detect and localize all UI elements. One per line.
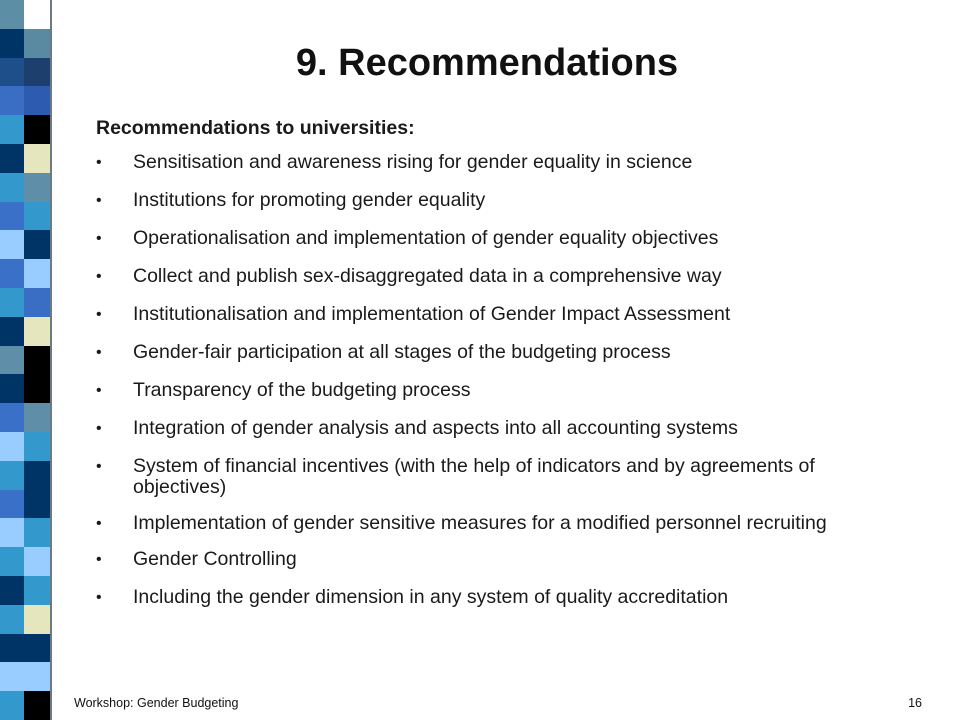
stripe-band [0,230,52,259]
stripe-band [0,461,52,490]
list-item [96,304,906,325]
stripe-band [0,173,52,202]
stripe-band [0,0,52,29]
stripe-band [0,634,52,663]
bullet-text: Institutionalisation and implementation of Gender Impact Assessment [133,303,731,325]
section-heading: Recommendations to universities: [96,117,415,139]
stripe-band [0,288,52,317]
page-number: 16 [908,696,922,710]
bullet-text: Implementation of gender sensitive measures for a modified personnel recruiting [133,512,827,534]
bullet-text: Integration of gender analysis and aspects into all accounting systems [133,417,738,439]
bullet-icon: • [96,230,102,247]
stripe-band [0,115,52,144]
stripe-band [0,374,52,403]
bullet-icon: • [96,551,102,568]
bullet-text: Institutions for promoting gender equality [133,189,486,211]
stripe-band [0,403,52,432]
bullet-icon: • [96,268,102,285]
list-item [96,152,906,173]
stripe-band [0,346,52,375]
stripe-band [0,29,52,58]
bullet-icon: • [96,420,102,437]
list-item [96,380,906,401]
bullet-text: Gender Controlling [133,548,297,570]
bullet-text: Sensitisation and awareness rising for gender equality in science [133,151,693,173]
bullet-text: Collect and publish sex-disaggregated data in a comprehensive way [133,265,722,287]
list-item [96,342,906,363]
stripe-band [0,691,52,720]
slide-title: 9. Recommendations [295,42,679,84]
bullet-text: Operationalisation and implementation of gender equality objectives [133,227,719,249]
recommendation-list [96,152,906,625]
bullet-icon: • [96,458,102,475]
bullet-icon: • [96,515,102,532]
bullet-icon: • [96,382,102,399]
list-item [96,418,906,439]
bullet-icon: • [96,344,102,361]
footer-caption: Workshop: Gender Budgeting [74,696,239,710]
bullet-icon: • [96,589,102,606]
bullet-text: Including the gender dimension in any system of quality accreditation [133,586,729,608]
stripe-band [0,662,52,691]
list-item [96,228,906,249]
stripe-band [0,432,52,461]
stripe-band [0,58,52,87]
list-item [96,266,906,287]
stripe-band [0,490,52,519]
bullet-icon: • [96,154,102,171]
stripe-band [0,317,52,346]
list-item [96,549,906,570]
bullet-icon: • [96,306,102,323]
stripe-band [0,202,52,231]
list-item [96,456,906,498]
list-item [96,190,906,211]
stripe-band [0,547,52,576]
stripe-band [0,518,52,547]
bullet-text: Gender-fair participation at all stages of the budgeting process [133,341,671,363]
bullet-text: Transparency of the budgeting process [133,379,471,401]
stripe-band [0,259,52,288]
stripe-band [0,605,52,634]
stripe-band [0,86,52,115]
bullet-icon: • [96,192,102,209]
decorative-stripe [0,0,52,720]
stripe-band [0,576,52,605]
stripe-band [0,144,52,173]
list-item [96,513,906,534]
list-item [96,587,906,608]
bullet-text: System of financial incentives (with the help of indicators and by agreements of objectives) [133,455,815,498]
